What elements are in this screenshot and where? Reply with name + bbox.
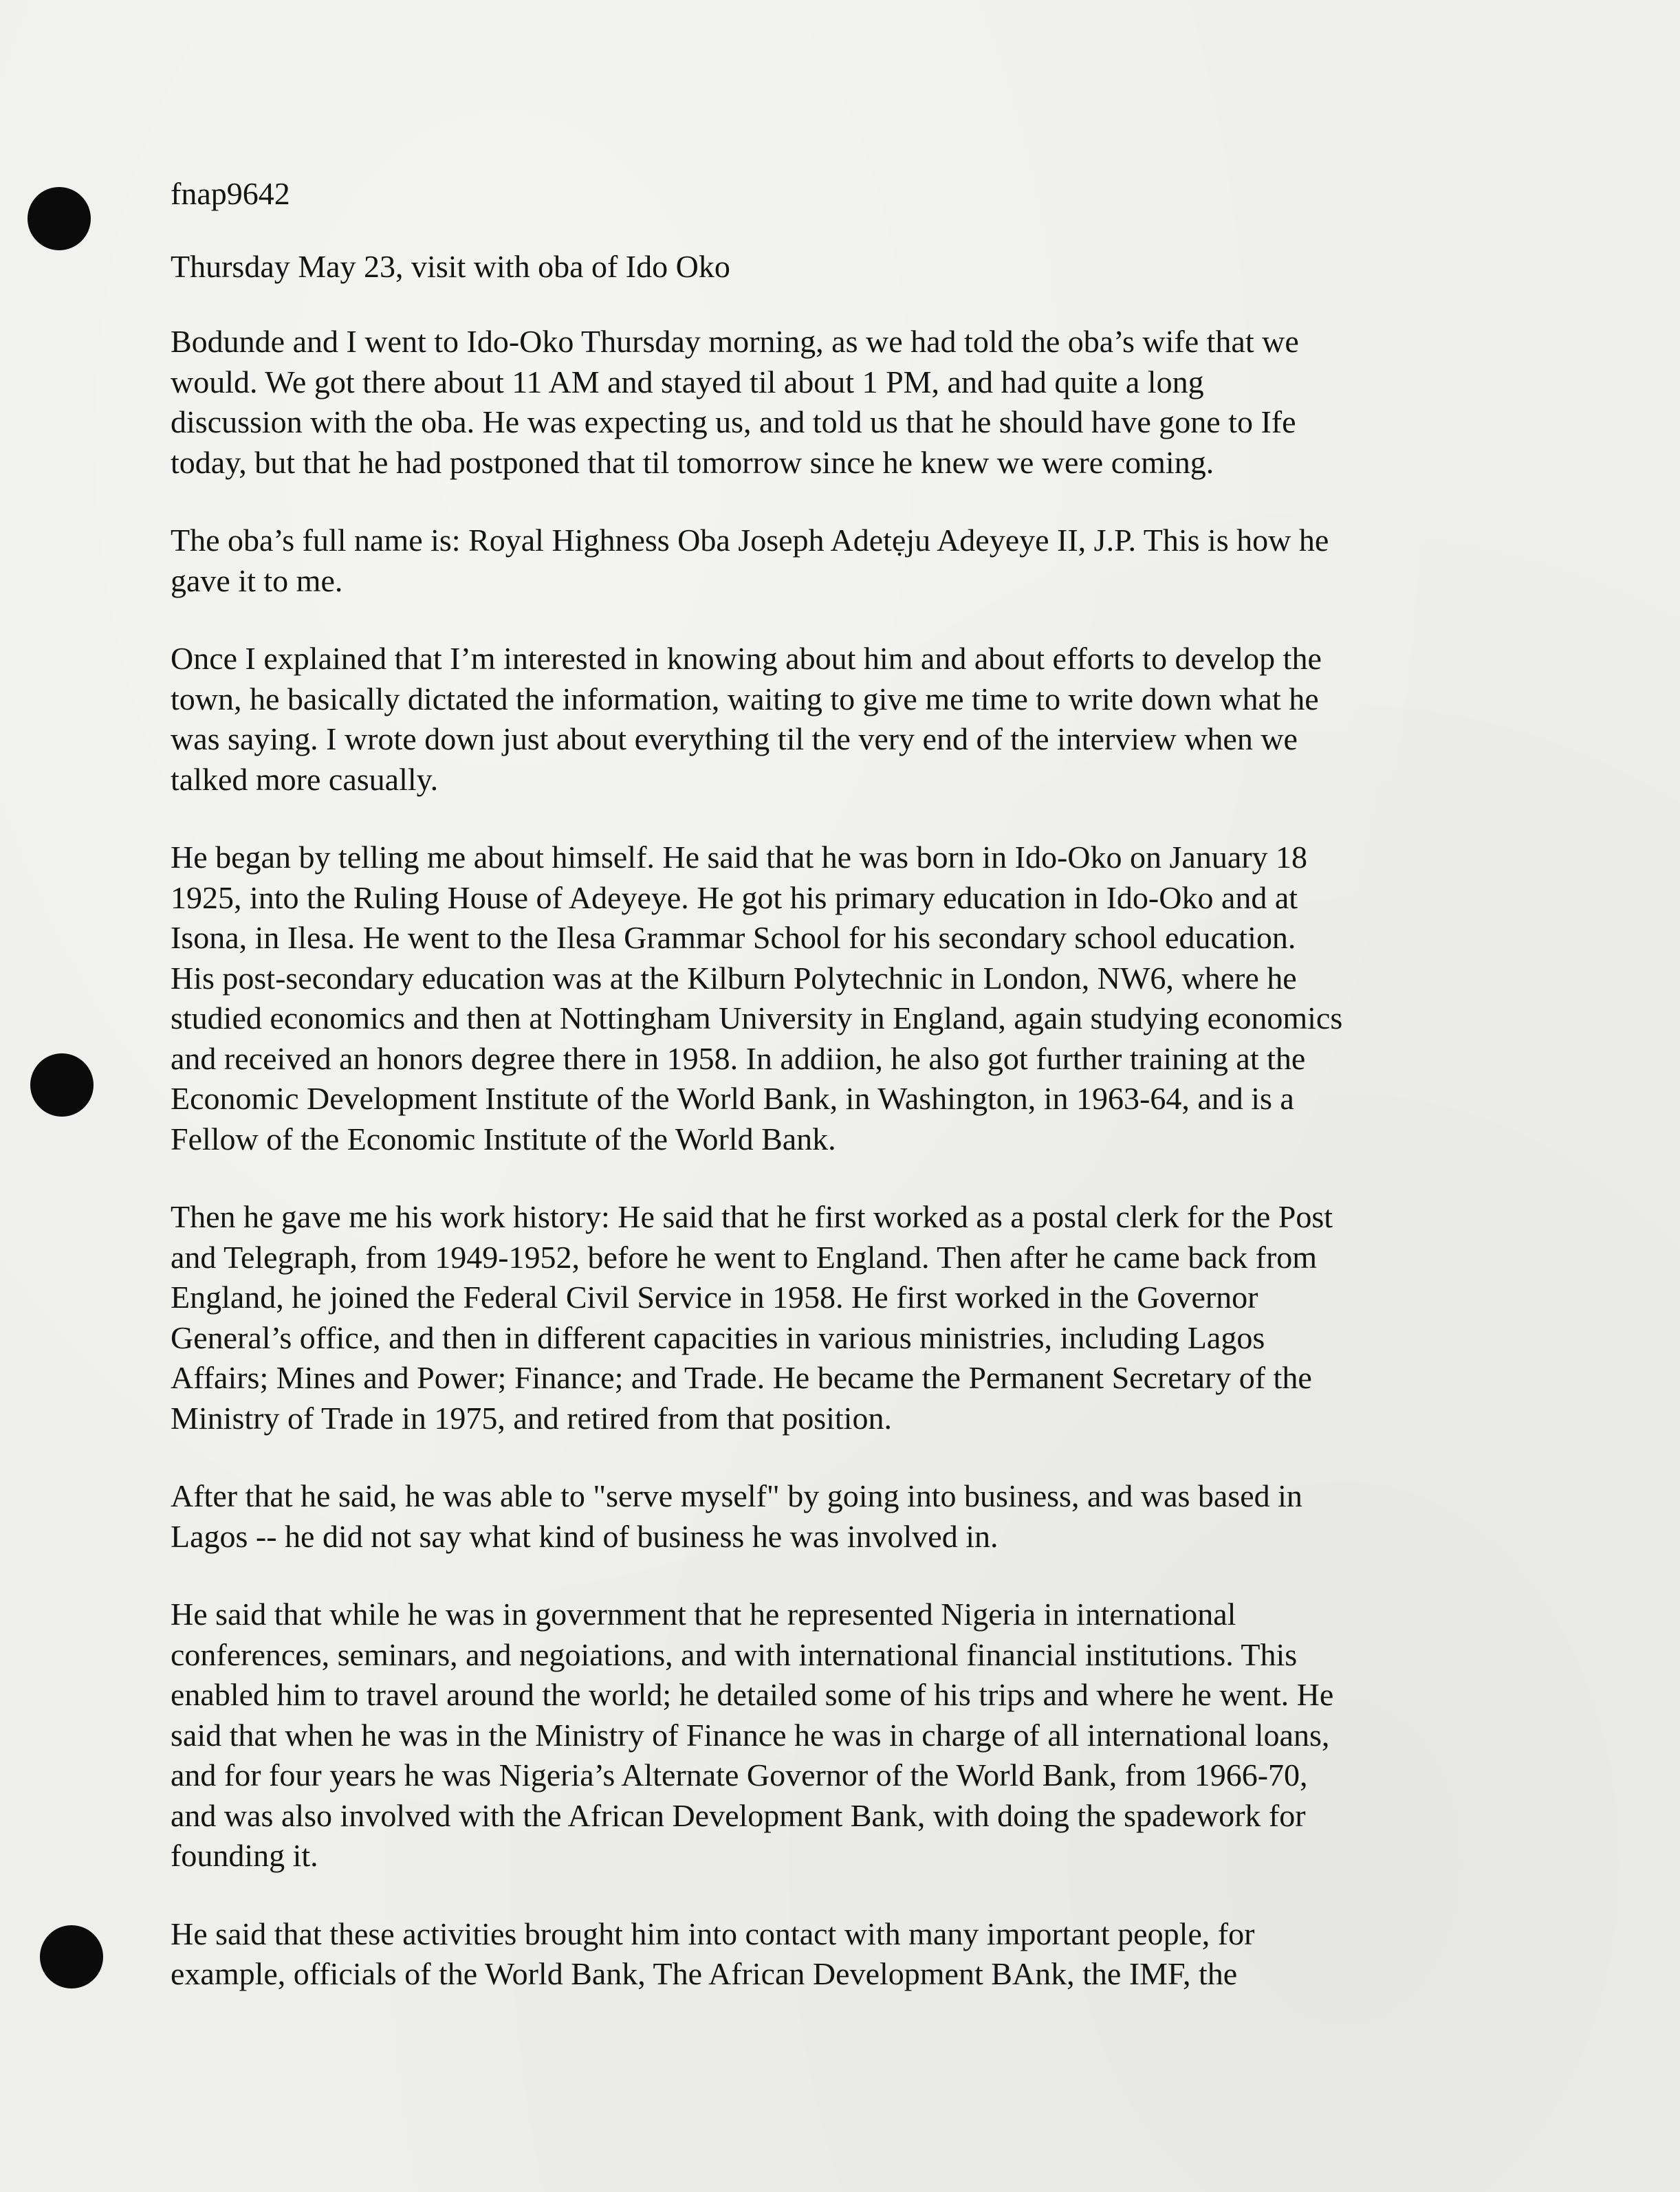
paragraph [171,322,1553,483]
punch-hole [40,1925,103,1988]
text-line: and received an honors degree there in 1958. In addiion, he also got further training at the [171,1040,1306,1076]
text-line: and for four years he was Nigeria’s Alternate Governor of the World Bank, from 1966-70, [171,1757,1308,1793]
text-line: Ministry of Trade in 1975, and retired from that position. [171,1400,892,1436]
document-id: fnap9642 [171,176,290,211]
paragraph [171,1914,1553,1995]
text-line: enabled him to travel around the world; he detailed some of his trips and where he went. He [171,1677,1334,1712]
text-line: Economic Development Institute of the World Bank, in Washington, in 1963-64, and is a [171,1081,1294,1116]
paragraph [171,639,1553,800]
text-line: was saying. I wrote down just about everything til the very end of the interview when we [171,721,1298,756]
document-heading: Thursday May 23, visit with oba of Ido Oko [171,249,730,284]
text-line: He said that these activities brought him into contact with many important people, for [171,1916,1255,1951]
document-body [171,322,1553,2032]
paragraph [171,1476,1553,1557]
text-line: conferences, seminars, and negoiations, and with international financial institutions. This [171,1636,1298,1672]
text-line: He said that while he was in government that he represented Nigeria in international [171,1597,1236,1632]
text-line: talked more casually. [171,761,439,797]
text-line: Bodunde and I went to Ido-Oko Thursday morning, as we had told the oba’s wife that we [171,324,1299,359]
text-line: Lagos -- he did not say what kind of business he was involved in. [171,1518,999,1554]
text-line: Fellow of the Economic Institute of the World Bank. [171,1121,836,1157]
text-line: Affairs; Mines and Power; Finance; and Trade. He became the Permanent Secretary of the [171,1360,1312,1395]
text-line: He began by telling me about himself. He said that he was born in Ido-Oko on January 18 [171,840,1308,875]
paragraph [171,837,1553,1159]
punch-hole [30,1053,94,1117]
text-line: and Telegraph, from 1949-1952, before he went to England. Then after he came back from [171,1239,1318,1275]
text-line: The oba’s full name is: Royal Highness Oba Joseph Adetẹju Adeyeye II, J.P. This is how he [171,523,1329,558]
text-line: example, officials of the World Bank, The African Development BAnk, the IMF, the [171,1956,1238,1991]
punch-hole [28,187,91,250]
text-line: would. We got there about 11 AM and stayed til about 1 PM, and had quite a long [171,364,1204,399]
paragraph [171,520,1553,601]
text-line: 1925, into the Ruling House of Adeyeye. He got his primary education in Ido-Oko and at [171,879,1298,915]
text-line: His post-secondary education was at the Kilburn Polytechnic in London, NW6, where he [171,960,1297,996]
text-line: today, but that he had postponed that til tomorrow since he knew we were coming. [171,444,1214,480]
text-line: said that when he was in the Ministry of Finance he was in charge of all international loans, [171,1717,1330,1753]
text-line: founding it. [171,1838,318,1873]
text-line: Once I explained that I’m interested in knowing about him and about efforts to develop the [171,641,1322,676]
text-line: and was also involved with the African Development Bank, with doing the spadework for [171,1797,1306,1833]
text-line: discussion with the oba. He was expecting us, and told us that he should have gone to Ife [171,404,1296,439]
text-line: Then he gave me his work history: He said that he first worked as a postal clerk for the Post [171,1199,1333,1234]
text-line: Isona, in Ilesa. He went to the Ilesa Grammar School for his secondary school education. [171,920,1296,955]
text-line: studied economics and then at Nottingham University in England, again studying economics [171,1000,1343,1035]
text-line: After that he said, he was able to "serve myself" by going into business, and was based in [171,1478,1302,1513]
text-line: town, he basically dictated the information, waiting to give me time to write down what he [171,681,1319,716]
text-line: England, he joined the Federal Civil Service in 1958. He first worked in the Governor [171,1280,1258,1315]
text-line: gave it to me. [171,562,343,598]
paragraph [171,1197,1553,1438]
paragraph [171,1594,1553,1876]
text-line: General’s office, and then in different capacities in various ministries, including Lagos [171,1319,1265,1355]
